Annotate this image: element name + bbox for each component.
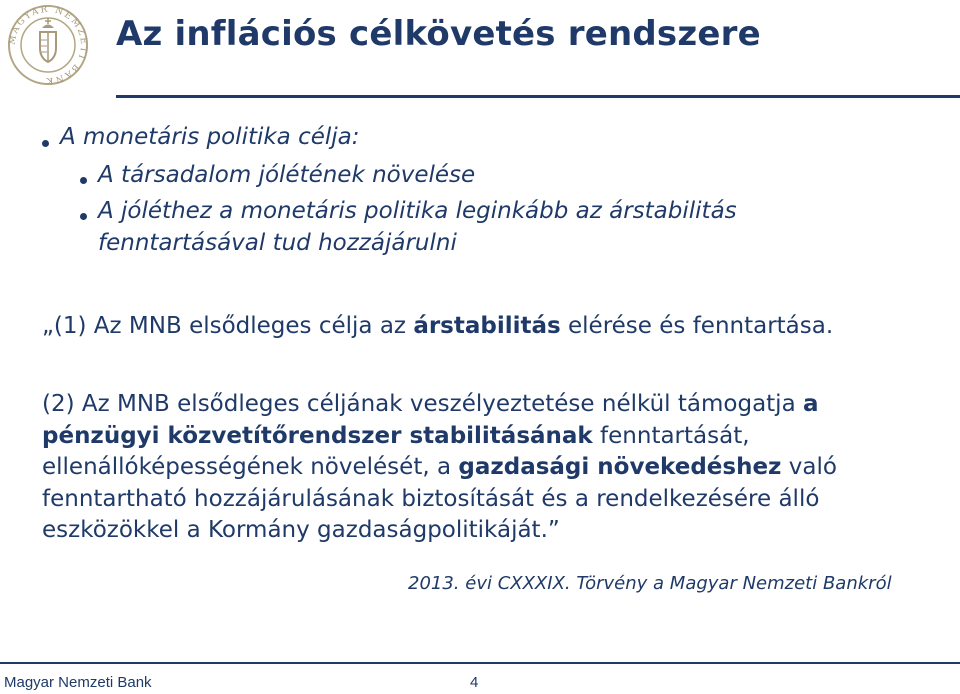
sub-bullet-item: A jóléthez a monetáris politika leginkább az árstabilitás [98, 198, 737, 224]
bullet-dot [80, 177, 87, 184]
title-divider [116, 95, 960, 98]
mnb-seal-icon [4, 4, 92, 86]
page-number: 4 [470, 674, 479, 691]
bullet-dot [80, 213, 87, 220]
sub-bullet-item-continued: fenntartásával tud hozzájárulni [98, 230, 457, 256]
source-citation: 2013. évi CXXXIX. Törvény a Magyar Nemzeti Bankról [408, 573, 892, 594]
footer-organization: Magyar Nemzeti Bank [4, 674, 152, 691]
bullet-item: A monetáris politika célja: [60, 124, 360, 150]
quote1-text-end: elérése és fenntartása. [560, 313, 834, 339]
quote2-text-1: (2) Az MNB elsődleges céljának veszélyeztetése nélkül támogatja [42, 391, 803, 417]
quote1-bold: árstabilitás [413, 313, 561, 339]
law-quote-paragraph-2 [42, 389, 932, 547]
quote1-text: „(1) Az MNB elsődleges célja az [42, 313, 414, 339]
seal-ring-text: MAGYAR NEMZETI BANK [7, 4, 89, 86]
quote2-bold-1: a pénzügyi közvetítőrendszer stabilitásának [42, 391, 819, 449]
bullet-dot [42, 140, 49, 147]
sub-bullet-item: A társadalom jólétének növelése [98, 162, 476, 188]
quote2-bold-2: gazdasági növekedéshez [458, 454, 782, 480]
quote2-text-2: fenntartását, ellenállóképességének növelését, a [42, 422, 750, 480]
page-title: Az inflációs célkövetés rendszere [116, 14, 761, 54]
law-quote-paragraph-1 [42, 311, 922, 342]
footer-divider [0, 662, 960, 664]
quote2-text-3: való fenntartható hozzájárulásának biztosítását és a rendelkezésére álló eszközökkel a Kormány gazdaságpolitikáját.” [42, 454, 837, 543]
